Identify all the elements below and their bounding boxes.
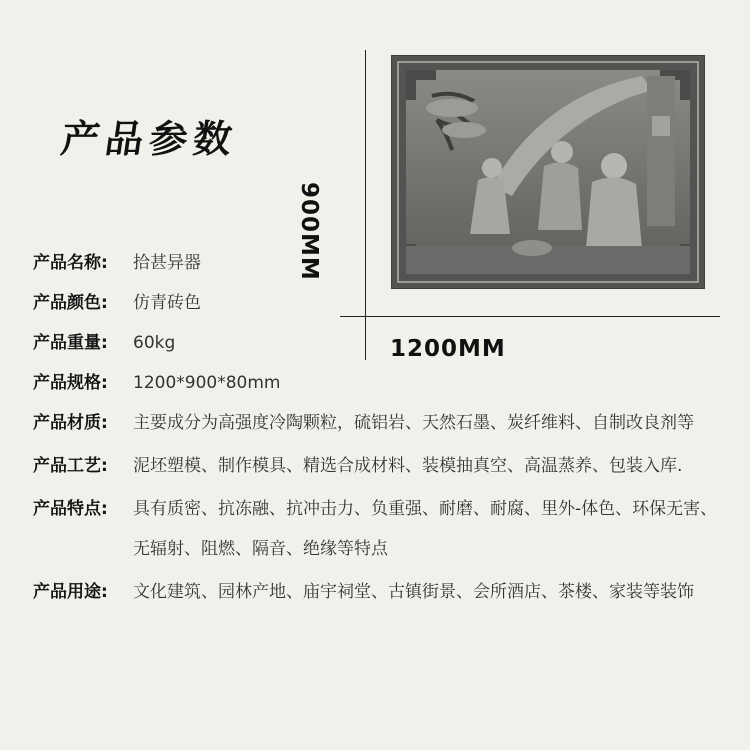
spec-value: 泥坯塑模、制作模具、精选合成材料、装模抽真空、高温蒸养、包装入库. xyxy=(133,456,683,476)
spec-value: 1200*900*80mm xyxy=(133,373,281,393)
spec-label: 产品用途: xyxy=(33,582,108,602)
spec-label: 产品材质: xyxy=(33,413,108,433)
spec-label: 产品规格: xyxy=(33,373,108,393)
spec-value: 拾甚异器 xyxy=(133,253,201,273)
spec-value: 主要成分为高强度冷陶颗粒，硫铝岩、天然石墨、炭纤维料、自制改良剂等 xyxy=(133,413,694,433)
spec-value: 60kg xyxy=(133,333,176,353)
height-dimension-text: 900MM xyxy=(296,182,322,281)
spec-label: 产品工艺: xyxy=(33,456,108,476)
width-dimension-label: 1200MM xyxy=(390,336,506,362)
spec-row-process xyxy=(33,449,723,486)
spec-label: 产品重量: xyxy=(33,333,108,353)
page-title: 产品参数 xyxy=(58,116,241,161)
spec-row-color xyxy=(33,286,723,320)
spec-list xyxy=(33,246,723,618)
spec-row-size xyxy=(33,366,723,400)
spec-label: 产品特点: xyxy=(33,499,108,519)
spec-row-features xyxy=(33,492,723,569)
spec-value: 文化建筑、园林产地、庙宇祠堂、古镇街景、会所酒店、茶楼、家装等装饰 xyxy=(133,582,694,602)
spec-row-weight xyxy=(33,326,723,360)
spec-value: 仿青砖色 xyxy=(133,293,201,313)
spec-value: 具有质密、抗冻融、抗冲击力、负重强、耐磨、耐腐、里外-体色、环保无害、无辐射、阻燃、隔音、绝缘等特点 xyxy=(133,499,718,559)
spec-row-material xyxy=(33,406,723,443)
spec-row-name xyxy=(33,246,723,280)
spec-label: 产品颜色: xyxy=(33,293,108,313)
spec-row-usage xyxy=(33,575,723,612)
spec-label: 产品名称: xyxy=(33,253,108,273)
